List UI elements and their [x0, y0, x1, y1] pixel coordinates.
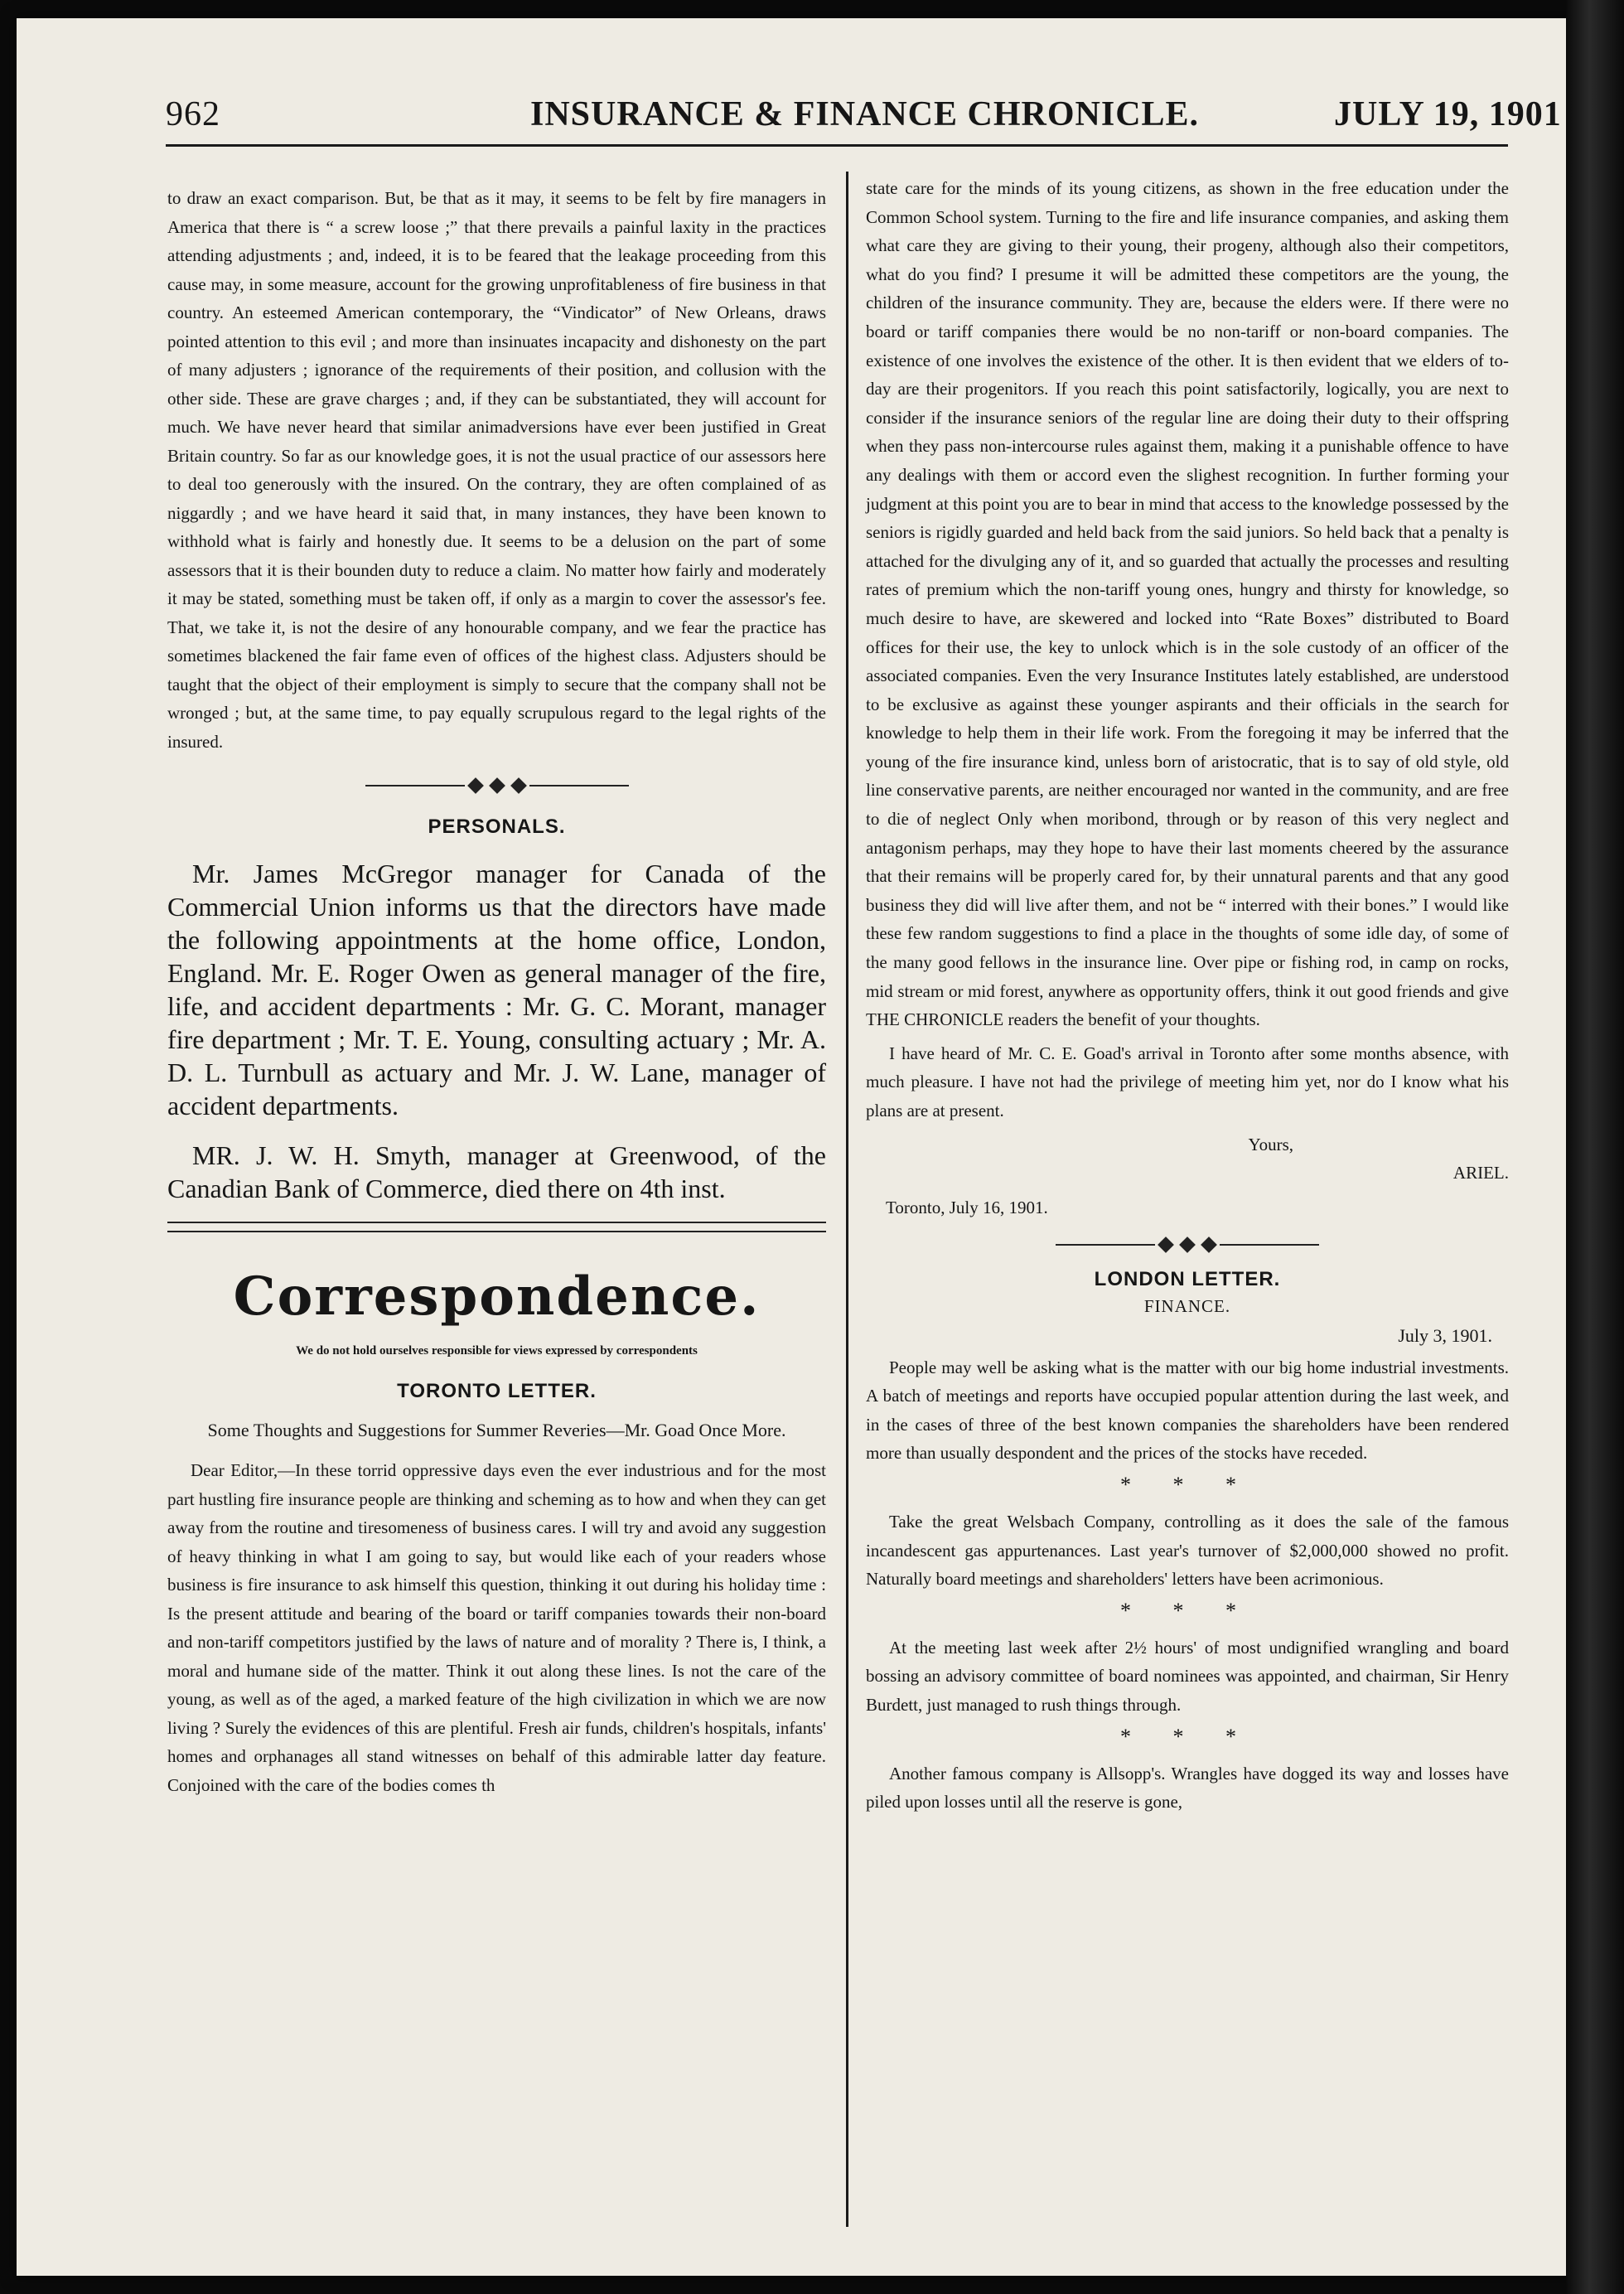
personals-heading: PERSONALS. [428, 815, 566, 838]
personals-paragraph-2: MR. J. W. H. Smyth, manager at Greenwood, of the Canadian Bank of Commerce, died there on 4th inst. [167, 1140, 826, 1203]
personals-paragraph-1: Mr. James McGregor manager for Canada of the Commercial Union informs us that the directors have made the following appointments at the home office, London, England. Mr. E. Roger Owen as general manager of the fire, life, and accident departments : Mr. G. C. Morant, manager fire department ; Mr. T. E. Young, consulting actuary ; Mr. A. D. L. Turnbull as actuary and Mr. J. W. Lane, manager of accident departments. [167, 859, 826, 1120]
section-stars: * * * [1120, 1724, 1254, 1749]
london-paragraph-1: People may well be asking what is the matter with our big home industrial investments. A batch of meetings and reports have occupied popular attention during the last week, and in the cases of three of the best known companies the shareholders have been rendered more than usually despondent and the prices of the stocks have receded. [866, 1357, 1509, 1464]
header-rule [166, 144, 1508, 147]
left-column [167, 184, 826, 1804]
toronto-letter-subtitle: Some Thoughts and Suggestions for Summer Reveries—Mr. Goad Once More. [207, 1420, 786, 1440]
correspondence-disclaimer: We do not hold ourselves responsible for views expressed by correspondents [296, 1344, 698, 1358]
section-double-rule [167, 1222, 826, 1232]
london-paragraph-4: Another famous company is Allsopp's. Wrangles have dogged its way and losses have piled upon losses until all the reserve is gone, [866, 1763, 1509, 1812]
masthead-title: INSURANCE & FINANCE CHRONICLE. [530, 95, 1200, 133]
right-column [866, 174, 1509, 1822]
correspondence-heading: Correspondence. [233, 1266, 761, 1328]
section-stars: * * * [1120, 1598, 1254, 1623]
ornament-divider [866, 1237, 1509, 1253]
london-letter-heading: LONDON LETTER. [1094, 1267, 1281, 1290]
section-stars: * * * [1120, 1472, 1254, 1497]
toronto-letter-body: Dear Editor,—In these torrid oppressive days even the ever industrious and for the most part hustling fire insurance people are thinking and scheming as to how and when they can get away from the routine and tiresomeness of business cares. I will try and avoid any suggestion of heavy thinking in what I am going to say, but would like each of your readers whose business is fire insurance to ask himself this question, thinking it out during his holiday time : Is the present attitude and bearing of the board or tariff companies towards their non-board and non-tariff competitors justified by the laws of nature and of morality ? There is, I think, a moral and humane side of the matter. Think it out along these lines. Is not the care of the young, as well as of the aged, a marked feature of the high civilization in which we are now living ? Surely the evidences of this are plentiful. Fresh air funds, children's hospitals, infants' homes and orphanages all stand witnesses on behalf of this admirable latter day feature. Conjoined with the care of the bodies comes th [167, 1460, 826, 1795]
letter-dateline: Toronto, July 16, 1901. [886, 1197, 1048, 1217]
goad-paragraph: I have heard of Mr. C. E. Goad's arrival in Toronto after some months absence, with much pleasure. I have not had the privilege of meeting him yet, nor do I know what his plans are at present. [866, 1043, 1509, 1120]
ornament-divider [167, 777, 826, 794]
letter-signature: ARIEL. [1452, 1162, 1509, 1183]
london-letter-date: July 3, 1901. [1398, 1324, 1492, 1346]
london-paragraph-3: At the meeting last week after 2½ hours' of most undignified wrangling and board bossing an advisory committee of board nominees was appointed, and chairman, Sir Henry Burdett, just managed to rush things through. [866, 1637, 1509, 1715]
london-letter-subheading: FINANCE. [1143, 1295, 1231, 1316]
page-number: 962 [166, 95, 220, 133]
column-divider [846, 172, 848, 2227]
london-paragraph-2: Take the great Welsbach Company, controlling as it does the sale of the famous incandescent gas appurtenances. Last year's turnover of $2,000,000 showed no profit. Naturally board meetings and shareholders' letters have been acrimonious. [866, 1511, 1509, 1590]
newspaper-page [17, 18, 1583, 2276]
article-continuation: to draw an exact comparison. But, be that as it may, it seems to be felt by fire managers in America that there is “ a screw loose ;” that there prevails a painful laxity in the practices attending adjustments ; and, indeed, it is to be feared that the leakage proceeding from this cause may, in some measure, account for the growing unprofitableness of fire business in that country. An esteemed American contemporary, the “Vindicator” of New Orleans, draws pointed attention to this evil ; and more than insinuates incapacity and dishonesty on the part of many adjusters ; ignorance of the requirements of their position, and collusion with the other side. These are grave charges ; and, if they can be substantiated, they will account for much. We have never heard that similar animadversions have ever been justified in Great Britain country. So far as our knowledge goes, it is not the usual practice of our assessors here to deal too generously with the insured. On the contrary, they are often complained of as niggardly ; and we have heard it said that, in many instances, they have been known to withhold what is fairly and honestly due. It seems to be a delusion on the part of some assessors that it is their bounden duty to reduce a claim. No matter how fairly and moderately it may be stated, something must be taken off, if only as a margin to cover the assessor's fee. That, we take it, is not the desire of any honourable company, and we fear the practice has sometimes blackened the fair fame even of offices of the highest class. Adjusters should be taught that the object of their employment is simply to secure that the company shall not be wronged ; but, at the same time, to pay equally scrupulous regard to the legal rights of the insured. [167, 188, 826, 752]
letter-closing: Yours, [1248, 1134, 1293, 1154]
issue-date: JULY 19, 1901 [1334, 95, 1562, 133]
toronto-letter-continuation: state care for the minds of its young citizens, as shown in the free education under the Common School system. Turning to the fire and life insurance companies, and asking them what care they are giving to their young, their progeny, although also their competitors, what do you find? I presume it will be admitted these competitors are the young, the children of the insurance community. They are, because the elders were. If there were no board or tariff companies there would be no non-tariff or non-board companies. The existence of one involves the existence of the other. It is then evident that we elders of to-day are their progenitors. If you reach this point satisfactorily, logically, you are next to consider if the insurance seniors of the regular line are doing their duty to their offspring when they pass non-intercourse rules against them, making it a punishable offence to have any dealings with them or accord even the slighest recognition. In further forming your judgment at this point you are to bear in mind that access to the knowledge possessed by the seniors is rigidly guarded and held back from the said juniors. So held back that a penalty is attached for the divulging any of it, and so guarded that actually the processes and resulting rates of premium which the non-tariff young ones, hungry and thirsty for knowledge, so much desire to have, are skewered and locked into “Rate Boxes” distributed to Board offices for their use, the key to unlock which is in the sole custody of an officer of the associated companies. Even the very Insurance Institutes lately established, are understood to be exclusive as against these younger aspirants and their officials in the search for knowledge to help them in their life work. From the foregoing it may be inferred that the young of the fire insurance kind, unless born of aristocratic, that is to say of old style, old line conservative parents, are neither encouraged nor wanted in the community, and are free to die of neglect Only when moribond, through or by reason of this very neglect and antagonism perhaps, may they hope to have their last moments cheered by the assurance that their remains will be properly cared for, by their unnatural parents and that any good business they did will live after them, and not be “ interred with their bones.” I would like these few random suggestions to find a place in the thoughts of some idle day, of some of the many good fellows in the insurance line. Over pipe or fishing rod, in camp on rocks, mid stream or mid forest, anywhere as opportunity offers, think it out good friends and give THE CHRONICLE readers the benefit of your thoughts. [866, 178, 1509, 1030]
toronto-letter-heading: TORONTO LETTER. [397, 1380, 597, 1402]
binding-shadow [1566, 0, 1624, 2294]
